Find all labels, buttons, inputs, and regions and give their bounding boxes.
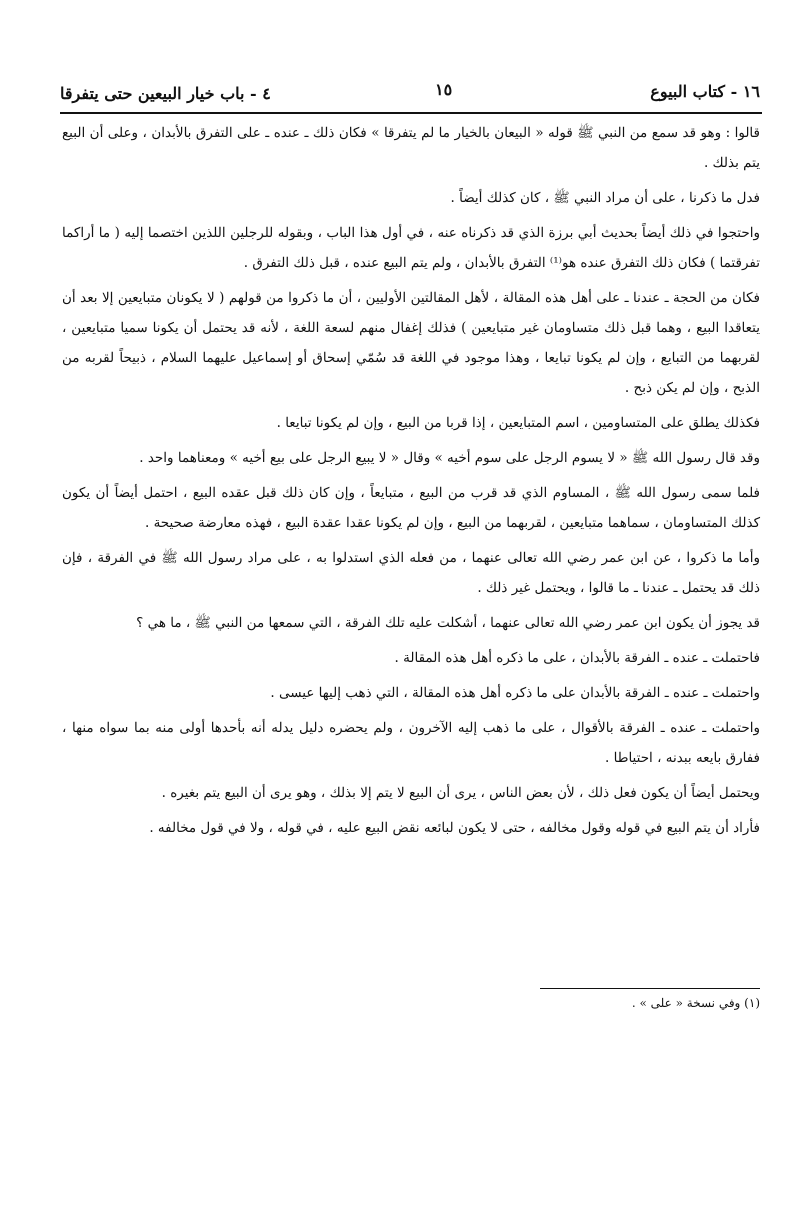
paragraph-10: فاحتملت ـ عنده ـ الفرقة بالأبدان ، على ما ذكره أهل هذه المقالة . [394, 650, 760, 666]
main-text [62, 118, 760, 843]
paragraph-2: فدل ما ذكرنا ، على أن مراد النبي ﷺ ، كان كذلك أيضاً . [450, 190, 760, 206]
paragraph-12: واحتملت ـ عنده ـ الفرقة بالأقوال ، على ما ذهب إليه الآخرون ، ولم يحضره دليل يدله أنه بأحدها أولى منه بما سواه منها ، ففارق بايعه ببدنه ، احتياطا . [62, 720, 760, 766]
paragraph-13: ويحتمل أيضاً أن يكون فعل ذلك ، لأن بعض الناس ، يرى أن البيع لا يتم إلا بذلك ، وهو يرى أن البيع يتم بغيره . [161, 785, 760, 801]
paragraph-3: واحتجوا في ذلك أيضاً بحديث أبي برزة الذي قد ذكرناه عنه ، في أول هذا الباب ، وبقوله للرجلين اللذين اختصما إليه ( ما أراكما تفرقتما ) فكان ذلك التفرق عنده هو⁽¹⁾ التفرق بالأبدان ، ولم يتم البيع عنده ، قبل ذلك التفرق . [62, 225, 760, 271]
header-rule [60, 112, 762, 114]
paragraph-6: وقد قال رسول الله ﷺ « لا يسوم الرجل على سوم أخيه » وقال « لا يبيع الرجل على بيع أخيه » ومعناهما واحد . [139, 450, 760, 466]
paragraph-1: قالوا : وهو قد سمع من النبي ﷺ قوله « البيعان بالخيار ما لم يتفرقا » فكان ذلك ـ عنده ـ على التفرق بالأبدان ، وعلى أن البيع يتم بذلك . [62, 125, 760, 171]
footnote-rule [540, 988, 760, 989]
section-title: ٤ - باب خيار البيعين حتى يتفرقا [60, 84, 271, 103]
footnote: (١) وفي نسخة « على » . [631, 996, 760, 1010]
paragraph-4: فكان من الحجة ـ عندنا ـ على أهل هذه المقالة ، لأهل المقالتين الأوليين ، أن ما ذكروا من قولهم ( لا يكونان متبايعين إلا بعد أن يتعاقدا البيع ، وهما قبل ذلك متساومان غير متبايعين ) فذلك إغفال منهم لسعة اللغة ، لأنه قد يحتمل أن يكونا سميا متبايعين ، لقربهما من التبايع ، وإن لم يكونا تبايعا ، وهذا موجود في اللغة قد سُمّي إسحاق أو إسماعيل عليهما السلام ، ذبيحاً لقربه من الذبح ، وإن لم يكن ذبح . [62, 290, 760, 396]
paragraph-8: وأما ما ذكروا ، عن ابن عمر رضي الله تعالى عنهما ، من فعله الذي استدلوا به ، على مراد رسول الله ﷺ في الفرقة ، فإن ذلك قد يحتمل ـ عندنا ـ ما قالوا ، ويحتمل غير ذلك . [62, 550, 760, 596]
paragraph-14: فأراد أن يتم البيع في قوله وقول مخالفه ، حتى لا يكون لبائعه نقض البيع عليه ، في قوله ، ولا في قول مخالفه . [149, 820, 760, 836]
paragraph-9: قد يجوز أن يكون ابن عمر رضي الله تعالى عنهما ، أشكلت عليه تلك الفرقة ، التي سمعها من النبي ﷺ ، ما هي ؟ [136, 615, 760, 631]
paragraph-7: فلما سمى رسول الله ﷺ ، المساوم الذي قد قرب من البيع ، متبايعاً ، وإن كان ذلك قبل عقده البيع ، احتمل أيضاً أن يكون كذلك المتساومان ، سماهما متبايعين ، لقربهما من البيع ، وإن لم يكونا عقدا عقدة البيع ، فهذه معارضة صحيحة . [62, 485, 760, 531]
page-number: ١٥ [435, 80, 453, 99]
chapter-title: ١٦ - كتاب البيوع [650, 82, 760, 101]
paragraph-11: واحتملت ـ عنده ـ الفرقة بالأبدان على ما ذكره أهل هذه المقالة ، التي ذهب إليها عيسى . [270, 685, 760, 701]
paragraph-5: فكذلك يطلق على المتساومين ، اسم المتبايعين ، إذا قربا من البيع ، وإن لم يكونا تبايعا . [276, 415, 760, 431]
running-header [60, 78, 760, 108]
